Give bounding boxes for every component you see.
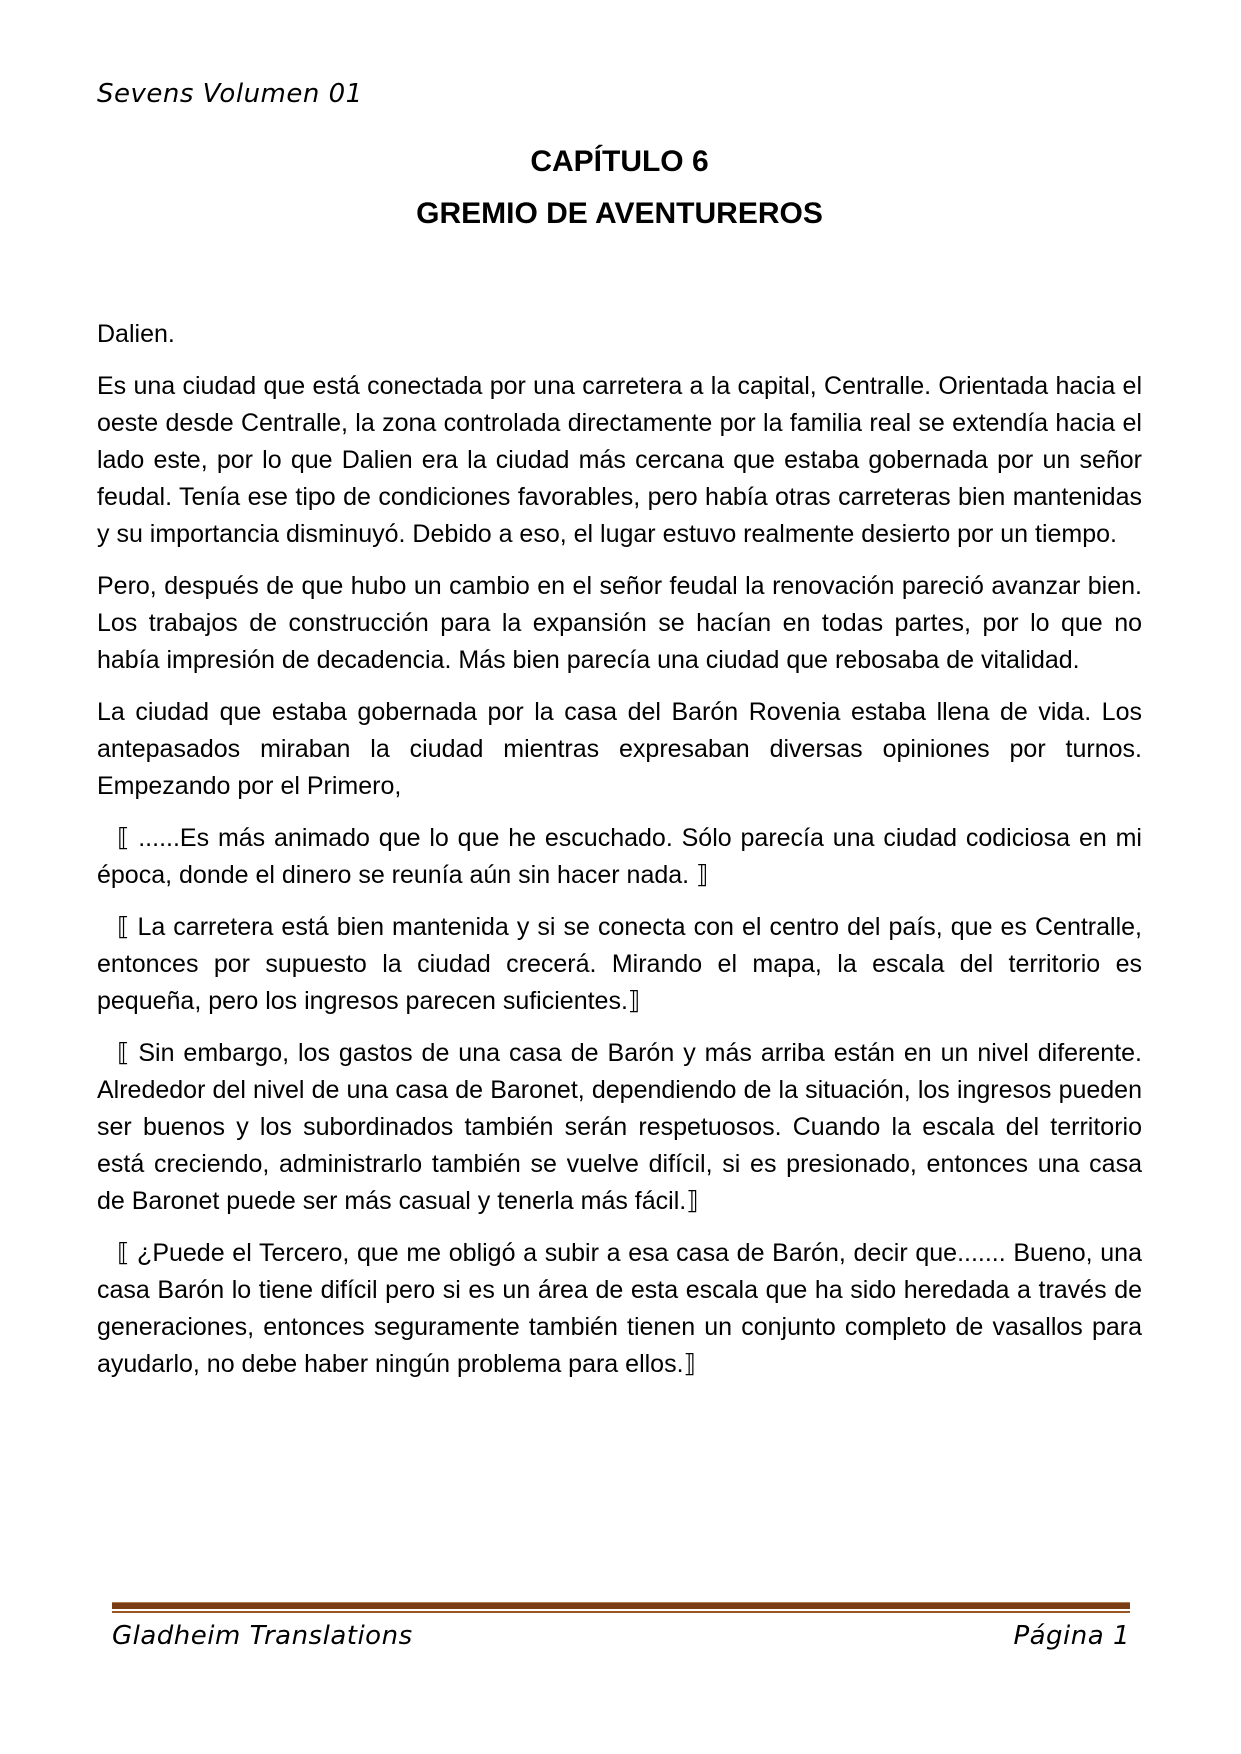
page-header: Sevens Volumen 01 [97,79,363,109]
paragraph: La ciudad que estaba gobernada por la casa del Barón Rovenia estaba llena de vida. Los antepasados miraban la ciudad mientras expresaban diversas opiniones por turnos. Empezando por el Primero, [97,698,1142,800]
quote-paragraph: ⟦ ¿Puede el Tercero, que me obligó a subir a esa casa de Barón, decir que....... Bueno, una casa Barón lo tiene difícil pero si es un área de esta escala que ha sido heredada a través de generaciones, entonces seguramente también tienen un conjunto completo de vasallos para ayudarlo, no debe haber ningún problema para ellos.⟧ [97,1239,1142,1378]
chapter-title: CAPÍTULO 6 [530,145,709,178]
footer-rule [112,1602,1130,1613]
footer-rule-thick [112,1602,1130,1609]
quote-paragraph: ⟦ ......Es más animado que lo que he escuchado. Sólo parecía una ciudad codiciosa en mi época, donde el dinero se reunía aún sin hacer nada. ⟧ [97,824,1142,889]
quote-paragraph: ⟦ La carretera está bien mantenida y si se conecta con el centro del país, que es Centralle, entonces por supuesto la ciudad crecerá. Mirando el mapa, la escala del territorio es pequeña, pero los ingresos parecen suficientes.⟧ [97,913,1142,1015]
paragraph: Dalien. [97,320,175,348]
body-text [97,316,1142,1383]
page-footer [112,1620,1130,1652]
chapter-subtitle: GREMIO DE AVENTUREROS [416,197,823,230]
footer-page-number: Página 1 [1013,1621,1130,1651]
footer-rule-thin [112,1611,1130,1613]
paragraph: Pero, después de que hubo un cambio en el señor feudal la renovación pareció avanzar bien. Los trabajos de construcción para la expansión se hacían en todas partes, por lo que no había impresión de decadencia. Más bien parecía una ciudad que rebosaba de vitalidad. [97,572,1142,674]
quote-paragraph: ⟦ Sin embargo, los gastos de una casa de Barón y más arriba están en un nivel diferente. Alrededor del nivel de una casa de Baronet, dependiendo de la situación, los ingresos pueden ser buenos y los subordinados también serán respetuosos. Cuando la escala del territorio está creciendo, administrarlo también se vuelve difícil, si es presionado, entonces una casa de Baronet puede ser más casual y tenerla más fácil.⟧ [97,1039,1142,1215]
page-content [97,0,1142,1398]
title-block [97,136,1142,240]
footer-translator: Gladheim Translations [112,1621,413,1651]
paragraph: Es una ciudad que está conectada por una carretera a la capital, Centralle. Orientada hacia el oeste desde Centralle, la zona controlada directamente por la familia real se extendía hacia el lado este, por lo que Dalien era la ciudad más cercana que estaba gobernada por un señor feudal. Tenía ese tipo de condiciones favorables, pero había otras carreteras bien mantenidas y su importancia disminuyó. Debido a eso, el lugar estuvo realmente desierto por un tiempo. [97,372,1142,548]
